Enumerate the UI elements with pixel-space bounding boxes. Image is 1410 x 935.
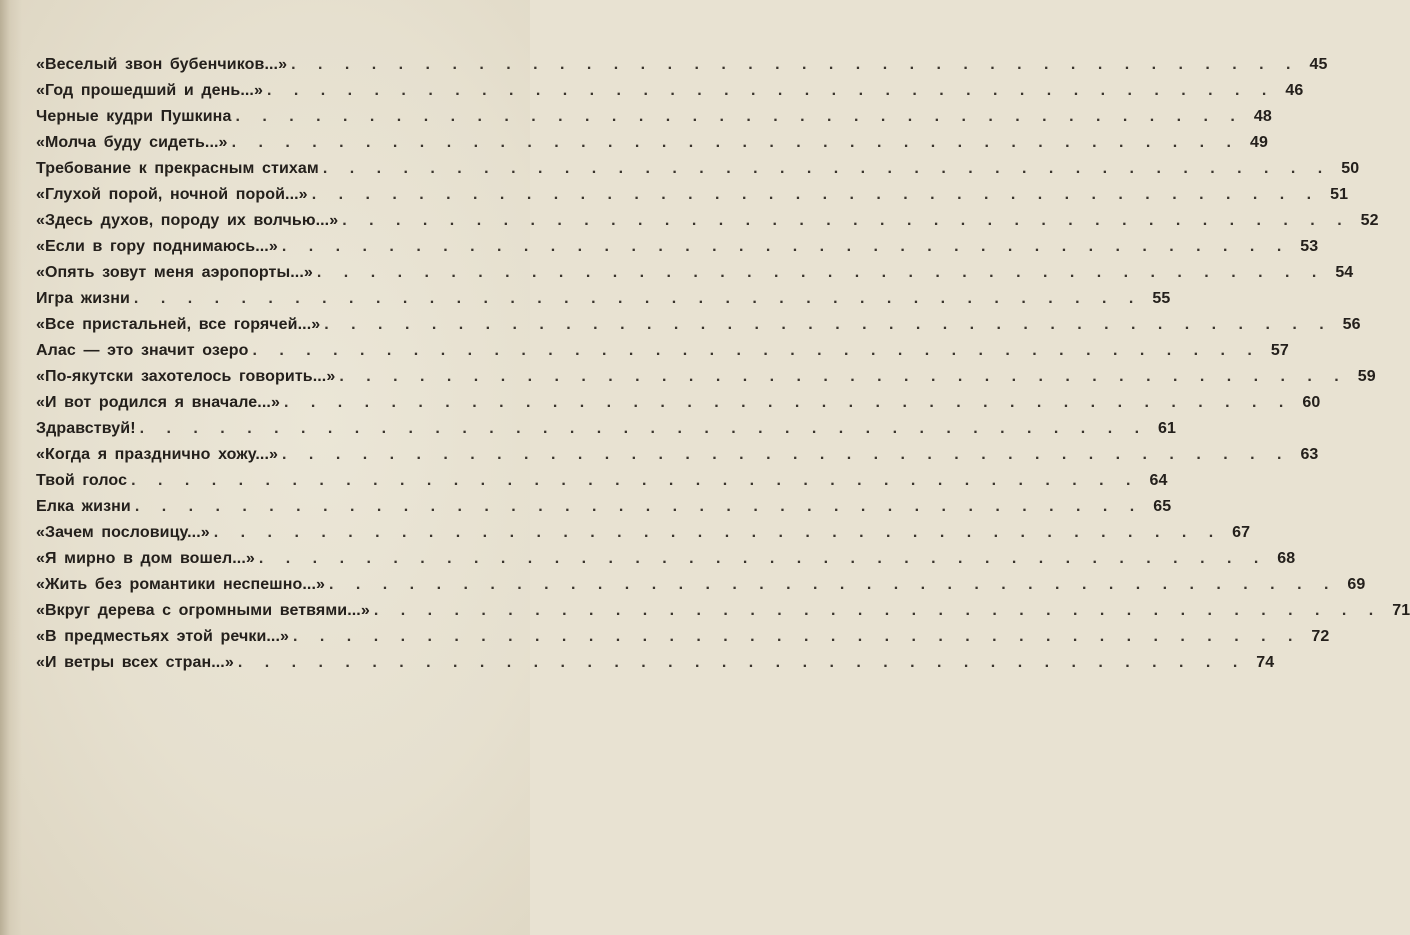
toc-entry-title: Твой голос: [36, 472, 128, 489]
toc-entry-page-number: 68: [1277, 550, 1296, 567]
toc-entry-page-number: 50: [1341, 160, 1360, 177]
toc-entry-title: «Опять зовут меня аэропорты...»: [36, 264, 313, 281]
toc-dot-leader: . . . . . . . . . . . . . . . . . . . . . . . . . . . . . . . . . . . . . .: [235, 108, 1244, 125]
toc-entry: [36, 238, 1319, 264]
toc-entry-title: Алас — это значит озеро: [36, 342, 249, 359]
toc-entry: [36, 446, 1319, 472]
toc-dot-leader: . . . . . . . . . . . . . . . . . . . . . . . . . . . . . . . . . . . . . .: [339, 368, 1348, 385]
toc-entry: [36, 342, 1289, 368]
toc-entry-page-number: 65: [1153, 498, 1172, 515]
toc-dot-leader: . . . . . . . . . . . . . . . . . . . . . . . . . . . . . . . . . . . . . .: [237, 654, 1247, 671]
toc-entry-page-number: 72: [1311, 628, 1330, 645]
toc-entry-page-number: 71: [1392, 602, 1410, 619]
toc-entry-page-number: 48: [1253, 108, 1272, 125]
toc-entry-page-number: 51: [1330, 186, 1349, 203]
toc-dot-leader: . . . . . . . . . . . . . . . . . . . . . . . . . . . . . . . . . . . . . .: [252, 342, 1261, 359]
toc-entry: [36, 316, 1361, 342]
toc-entry: [36, 654, 1275, 680]
toc-dot-leader: . . . . . . . . . . . . . . . . . . . . . . . . . . . . . . . . . . . . . .: [133, 290, 1143, 307]
toc-entry-title: «Здесь духов, породу их волчью...»: [36, 212, 339, 229]
toc-entry-title: «Если в гору поднимаюсь...»: [36, 238, 278, 255]
toc-entry-page-number: 57: [1270, 342, 1289, 359]
toc-entry-title: «Веселый звон бубенчиков...»: [36, 56, 288, 73]
toc-entry-title: «В предместьях этой речки...»: [36, 628, 290, 645]
toc-dot-leader: . . . . . . . . . . . . . . . . . . . . . . . . . . . . . . . . . . . . . .: [316, 264, 1326, 281]
toc-entry-title: «Зачем пословицу...»: [36, 524, 210, 541]
toc-dot-leader: . . . . . . . . . . . . . . . . . . . . . . . . . . . . . . . . . . . . . .: [311, 186, 1321, 203]
toc-dot-leader: . . . . . . . . . . . . . . . . . . . . . . . . . . . . . . . . . . . . . .: [329, 576, 1338, 593]
toc-entry: [36, 186, 1349, 212]
toc-entry-page-number: 56: [1342, 316, 1361, 333]
toc-entry-title: Требование к прекрасным стихам: [36, 160, 319, 177]
toc-dot-leader: . . . . . . . . . . . . . . . . . . . . . . . . . . . . . . . . . . . . . .: [258, 550, 1268, 567]
toc-entry: [36, 394, 1321, 420]
toc-entry-page-number: 54: [1335, 264, 1354, 281]
toc-dot-leader: . . . . . . . . . . . . . . . . . . . . . . . . . . . . . . . . . . . . . .: [139, 420, 1149, 437]
toc-dot-leader: . . . . . . . . . . . . . . . . . . . . . . . . . . . . . . . . . . . . . .: [213, 524, 1223, 541]
toc-entry: [36, 420, 1177, 446]
toc-entry-title: Игра жизни: [36, 290, 130, 307]
toc-entry-page-number: 60: [1302, 394, 1321, 411]
toc-dot-leader: . . . . . . . . . . . . . . . . . . . . . . . . . . . . . . . . . . . . . .: [373, 602, 1383, 619]
toc-entry-page-number: 74: [1256, 654, 1275, 671]
toc-entry-page-number: 46: [1285, 82, 1304, 99]
toc-dot-leader: . . . . . . . . . . . . . . . . . . . . . . . . . . . . . . . . . . . . . .: [293, 628, 1302, 645]
toc-entry: [36, 108, 1272, 134]
toc-entry-title: «Жить без романтики неспешно...»: [36, 576, 325, 593]
toc-entry-page-number: 59: [1357, 368, 1376, 385]
toc-entry-title: Здравствуй!: [36, 420, 136, 437]
toc-entry: [36, 160, 1360, 186]
toc-entry-page-number: 49: [1249, 134, 1268, 151]
toc-entry-page-number: 45: [1309, 56, 1328, 73]
toc-entry-title: Елка жизни: [36, 498, 131, 515]
toc-dot-leader: . . . . . . . . . . . . . . . . . . . . . . . . . . . . . . . . . . . . . .: [231, 134, 1240, 151]
toc-entry-page-number: 63: [1300, 446, 1319, 463]
toc-entry: [36, 212, 1379, 238]
toc-entry-title: «Глухой порой, ночной порой...»: [36, 186, 308, 203]
toc-entry-page-number: 64: [1149, 472, 1168, 489]
toc-entry: [36, 134, 1268, 160]
toc-entry-page-number: 55: [1152, 290, 1171, 307]
toc-entry: [36, 56, 1328, 82]
toc-dot-leader: . . . . . . . . . . . . . . . . . . . . . . . . . . . . . . . . . . . . . .: [266, 82, 1276, 99]
toc-entry: [36, 524, 1251, 550]
toc-entry: [36, 576, 1366, 602]
toc-entry-title: «Я мирно в дом вошел...»: [36, 550, 255, 567]
toc-entry-title: «По-якутски захотелось говорить...»: [36, 368, 336, 385]
toc-entry-page-number: 52: [1360, 212, 1379, 229]
toc-dot-leader: . . . . . . . . . . . . . . . . . . . . . . . . . . . . . . . . . . . . . .: [324, 316, 1333, 333]
toc-dot-leader: . . . . . . . . . . . . . . . . . . . . . . . . . . . . . . . . . . . . . .: [322, 160, 1332, 177]
toc-entry-title: «Вкруг дерева с огромными ветвями...»: [36, 602, 370, 619]
toc-dot-leader: . . . . . . . . . . . . . . . . . . . . . . . . . . . . . . . . . . . . . .: [283, 394, 1293, 411]
toc-entry: [36, 264, 1354, 290]
toc-dot-leader: . . . . . . . . . . . . . . . . . . . . . . . . . . . . . . . . . . . . . .: [291, 56, 1300, 73]
table-of-contents: [36, 56, 1410, 680]
toc-entry-page-number: 61: [1158, 420, 1177, 437]
toc-entry-title: «И вот родился я вначале...»: [36, 394, 280, 411]
toc-entry-title: «Все пристальней, все горячей...»: [36, 316, 321, 333]
toc-entry: [36, 472, 1168, 498]
toc-entry-page-number: 69: [1347, 576, 1366, 593]
toc-entry: [36, 368, 1376, 394]
toc-dot-leader: . . . . . . . . . . . . . . . . . . . . . . . . . . . . . . . . . . . . . .: [131, 472, 1140, 489]
toc-entry-title: «Когда я празднично хожу...»: [36, 446, 279, 463]
toc-entry-page-number: 53: [1300, 238, 1319, 255]
toc-entry: [36, 602, 1410, 628]
toc-entry: [36, 290, 1171, 316]
toc-entry-title: «Год прошедший и день...»: [36, 82, 263, 99]
toc-entry-title: «И ветры всех стран...»: [36, 654, 234, 671]
toc-dot-leader: . . . . . . . . . . . . . . . . . . . . . . . . . . . . . . . . . . . . . .: [282, 446, 1291, 463]
toc-entry: [36, 82, 1304, 108]
toc-dot-leader: . . . . . . . . . . . . . . . . . . . . . . . . . . . . . . . . . . . . . .: [134, 498, 1144, 515]
toc-entry-page-number: 67: [1232, 524, 1251, 541]
toc-entry-title: «Молча буду сидеть...»: [36, 134, 228, 151]
toc-dot-leader: . . . . . . . . . . . . . . . . . . . . . . . . . . . . . . . . . . . . . .: [281, 238, 1291, 255]
toc-entry: [36, 498, 1172, 524]
toc-entry: [36, 628, 1330, 654]
toc-entry: [36, 550, 1296, 576]
toc-entry-title: Черные кудри Пушкина: [36, 108, 232, 125]
toc-dot-leader: . . . . . . . . . . . . . . . . . . . . . . . . . . . . . . . . . . . . . .: [342, 212, 1351, 229]
page-spine-shadow: [0, 0, 22, 935]
